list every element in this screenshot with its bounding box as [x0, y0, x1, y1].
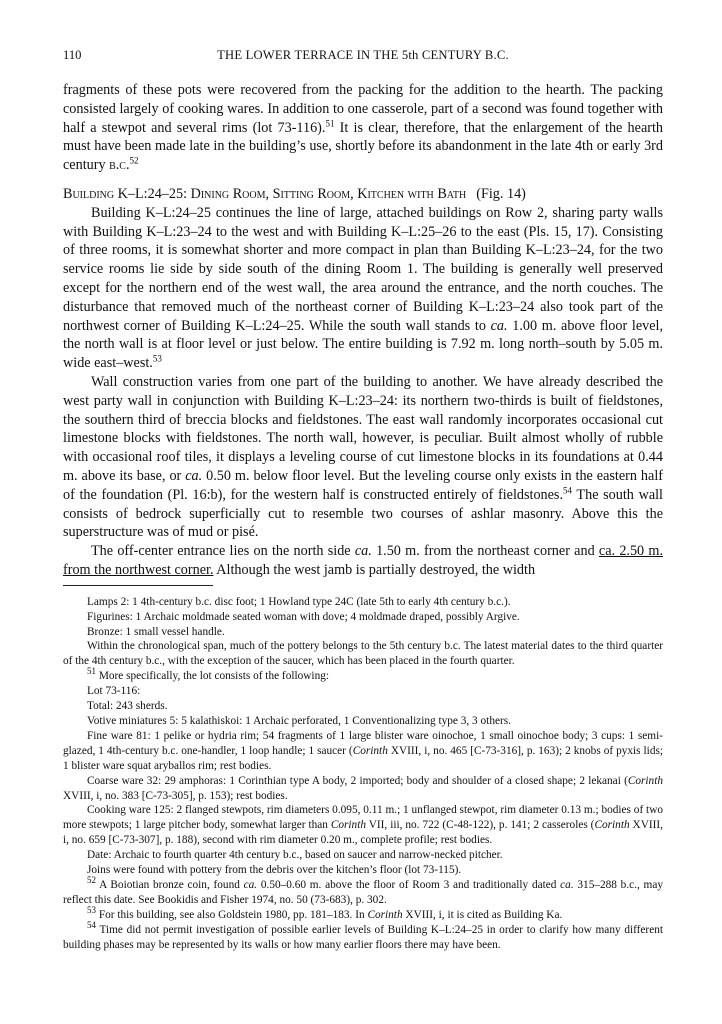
lot-fine-ware [63, 729, 663, 774]
footnote-ref-54[interactable]: 54 [563, 485, 573, 495]
coarse-ware-text-2: XVIII, i, no. 383 [C-73-305], p. 153); rest bodies. [63, 789, 288, 802]
running-title: THE LOWER TERRACE IN THE 5th CENTURY B.C. [217, 48, 509, 62]
paragraph-2 [63, 373, 663, 542]
footnote-54-number: 54 [87, 919, 96, 930]
lot-coarse-ware [63, 774, 663, 804]
footnote-52-number: 52 [87, 875, 96, 886]
cooking-ware-text: Cooking ware 125: 2 flanged stewpots, rim diameters 0.095, 0.11 m.; 1 unflanged stewpot, rim diameter 0.13 m.; bodies of two more stewpots; 1 large pitcher body, somewhat larger than [63, 804, 663, 832]
page [63, 48, 663, 952]
footnote-53-number: 53 [87, 904, 96, 915]
para2-text-3: The south wall consists of bedrock superficially cut to resemble two courses of ashlar masonry. Above this the superstructure was of mud or pisé. [63, 486, 663, 541]
footnote-52-ca-2: ca. [560, 878, 574, 891]
lot-total: Total: 243 sherds. [87, 700, 168, 713]
para2-ca: ca. [185, 467, 203, 484]
footnote-54 [63, 919, 663, 953]
cooking-ware-corinth: Corinth [330, 819, 366, 832]
footnote-53-text-2: XVIII, i, it is cited as Building Ka. [402, 908, 563, 921]
footnote-52-text-2: 0.50–0.60 m. above the floor of Room 3 and traditionally dated [257, 878, 561, 891]
para3-text: The off-center entrance lies on the north side [91, 543, 355, 560]
para2-text-2: 0.50 m. below floor level. But the leveling course only exists in the eastern half of the foundation (Pl. 16:b), for the western half is constructed entirely of fieldstones. [63, 467, 663, 503]
note-lamps: Lamps 2: 1 4th-century b.c. disc foot; 1 Howland type 24C (late 5th to early 4th century b.c.). [87, 595, 511, 608]
footnote-52-text-3: 315–288 b.c., may reflect this date. See Bookidis and Fisher 1974, no. 50 (73-683), p. 302. [63, 878, 663, 906]
intro-text-2: It is clear, therefore, that the enlargement of the hearth must have been made late in the building’s use, shortly before its abandonment in the late 4th or early 3rd century [63, 119, 664, 174]
paragraph-3 [63, 542, 663, 580]
footnote-ref-53[interactable]: 53 [152, 353, 162, 364]
footnote-52-ca: ca. [243, 878, 258, 891]
section-heading-text: Building K–L:24–25: Dining Room, Sitting Room, Kitchen with Bath [63, 185, 467, 202]
footnote-ref-51[interactable]: 51 [325, 117, 335, 128]
coarse-ware-corinth: Corinth [627, 774, 663, 787]
running-header [63, 48, 663, 68]
note-figurines: Figurines: 1 Archaic moldmade seated woman with dove; 4 moldmade draped, possibly Argive. [87, 610, 520, 623]
footnote-53-text: For this building, see also Goldstein 1980, pp. 181–183. In [96, 908, 368, 921]
lot-joins: Joins were found with pottery from the debris over the kitchen’s floor (lot 73-115). [87, 864, 462, 877]
fine-ware-corinth: Corinth [352, 744, 388, 757]
section-heading [63, 185, 663, 204]
para3-text-3: Although the west jamb is partially destroyed, the width [213, 561, 536, 578]
note-bronze: Bronze: 1 small vessel handle. [87, 625, 225, 638]
footnote-51 [63, 666, 663, 684]
footnote-53 [63, 904, 663, 923]
intro-bc: b.c. [109, 157, 130, 174]
para3-underlined: ca. 2.50 m. from the northwest corner. [63, 543, 663, 578]
para2-text: Wall construction varies from one part of the building to another. We have already described the west party wall in conjunction with Building K–L:23–24: its northern two-thirds is built of fieldstones, the southern third of breccia blocks and fieldstones. The east wall randomly incorporates occasional cut limestone blocks with fieldstones. The north wall, however, is peculiar. Built almost wholly of rubble with occasional roof tiles, it displays a leveling course of cut limestone blocks in its foundations at 0.44 m. above its base, or [63, 373, 663, 484]
intro-paragraph [63, 81, 663, 175]
footnote-ref-52[interactable]: 52 [129, 155, 139, 166]
footnote-52 [63, 875, 663, 908]
footnote-divider [63, 585, 213, 586]
cooking-ware-text-3: XVIII, i, no. 659 [C-73-307], p. 188), second with rim diameter 0.20 m., complete profile; rest bodies. [63, 819, 663, 847]
intro-text: fragments of these pots were recovered from the packing for the addition to the hearth. The packing consisted largely of cooking wares. In addition to one casserole, part of a second was found together with half a stewpot and several rims (lot 73-116). [63, 82, 663, 136]
lot-date: Date: Archaic to fourth quarter 4th century b.c., based on saucer and narrow-necked pitcher. [87, 849, 503, 862]
fine-ware-text: Fine ware 81: 1 pelike or hydria rim; 54 fragments of 1 large blister ware oinochoe, 1 small oinochoe body; 3 cups: 1 semi-glazed, 1 4th-century b.c. one-handler, 1 loop handle; 1 saucer ( [63, 729, 663, 757]
para3-text-2: 1.50 m. from the northeast corner and [371, 543, 599, 560]
lot-id: Lot 73-116: [87, 685, 141, 698]
coarse-ware-text: Coarse ware 32: 29 amphoras: 1 Corinthian type A body, 2 imported; body and shoulder of a closed shape; 2 lekanai ( [87, 774, 628, 787]
para1-text-2: 1.00 m. above floor level, the north wall is at floor level or just below. The entire building is 7.92 m. long north–south by 5.05 m. wide east–west. [63, 317, 664, 372]
para3-ca: ca. [354, 543, 372, 560]
paragraph-1 [63, 204, 663, 373]
footnote-54-text: Time did not permit investigation of possible earlier levels of Building K–L:24–25 in order to clarify how many different building phases may be represented by its walls or how many earlier floors there may have been. [63, 923, 663, 951]
fine-ware-text-2: XVIII, i, no. 465 [C-73-316], p. 163); 2 knobs of pyxis lids; 1 blister ware squat aryballos rim; rest bodies. [63, 744, 663, 772]
figure-reference: (Fig. 14) [476, 185, 526, 202]
main-text [63, 81, 663, 580]
cooking-ware-corinth-2: Corinth [594, 819, 630, 832]
footnotes [63, 595, 663, 953]
footnote-51-number: 51 [87, 666, 96, 677]
lot-votive: Votive miniatures 5: 5 kalathiskoi: 1 Archaic perforated, 1 Conventionalizing type 3, 3 others. [87, 714, 511, 727]
note-chronology: Within the chronological span, much of the pottery belongs to the 5th century b.c. The latest material dates to the third quarter of the 4th century b.c., with the exception of the saucer, which has been placed in the fourth quarter. [63, 640, 663, 668]
footnote-53-corinth: Corinth [367, 908, 403, 921]
lot-cooking-ware [63, 803, 663, 848]
footnote-51-text: More specifically, the lot consists of the following: [96, 670, 330, 683]
footnote-52-text: A Boiotian bronze coin, found [96, 878, 244, 891]
para1-ca: ca. [490, 317, 508, 334]
para1-text: Building K–L:24–25 continues the line of large, attached buildings on Row 2, sharing party walls with Building K–L:23–24 to the west and with Building K–L:25–26 to the east (Pls. 15, 17). Consisting of three rooms, it is somewhat shorter and more compact in plan than Building K–L:23–24, for the two service rooms lie side by side south of the dining Room 1. The building is generally well preserved except for the northern end of the west wall, the area around the entrance, and the north couches. The disturbance that removed much of the northeast corner of Building K–L:23–24 also took part of the northwest corner of Building K–L:24–25. While the south wall stands to [63, 204, 663, 334]
page-number: 110 [63, 48, 82, 62]
cooking-ware-text-2: VII, iii, no. 722 (C-48-122), p. 141; 2 casseroles ( [366, 819, 595, 832]
